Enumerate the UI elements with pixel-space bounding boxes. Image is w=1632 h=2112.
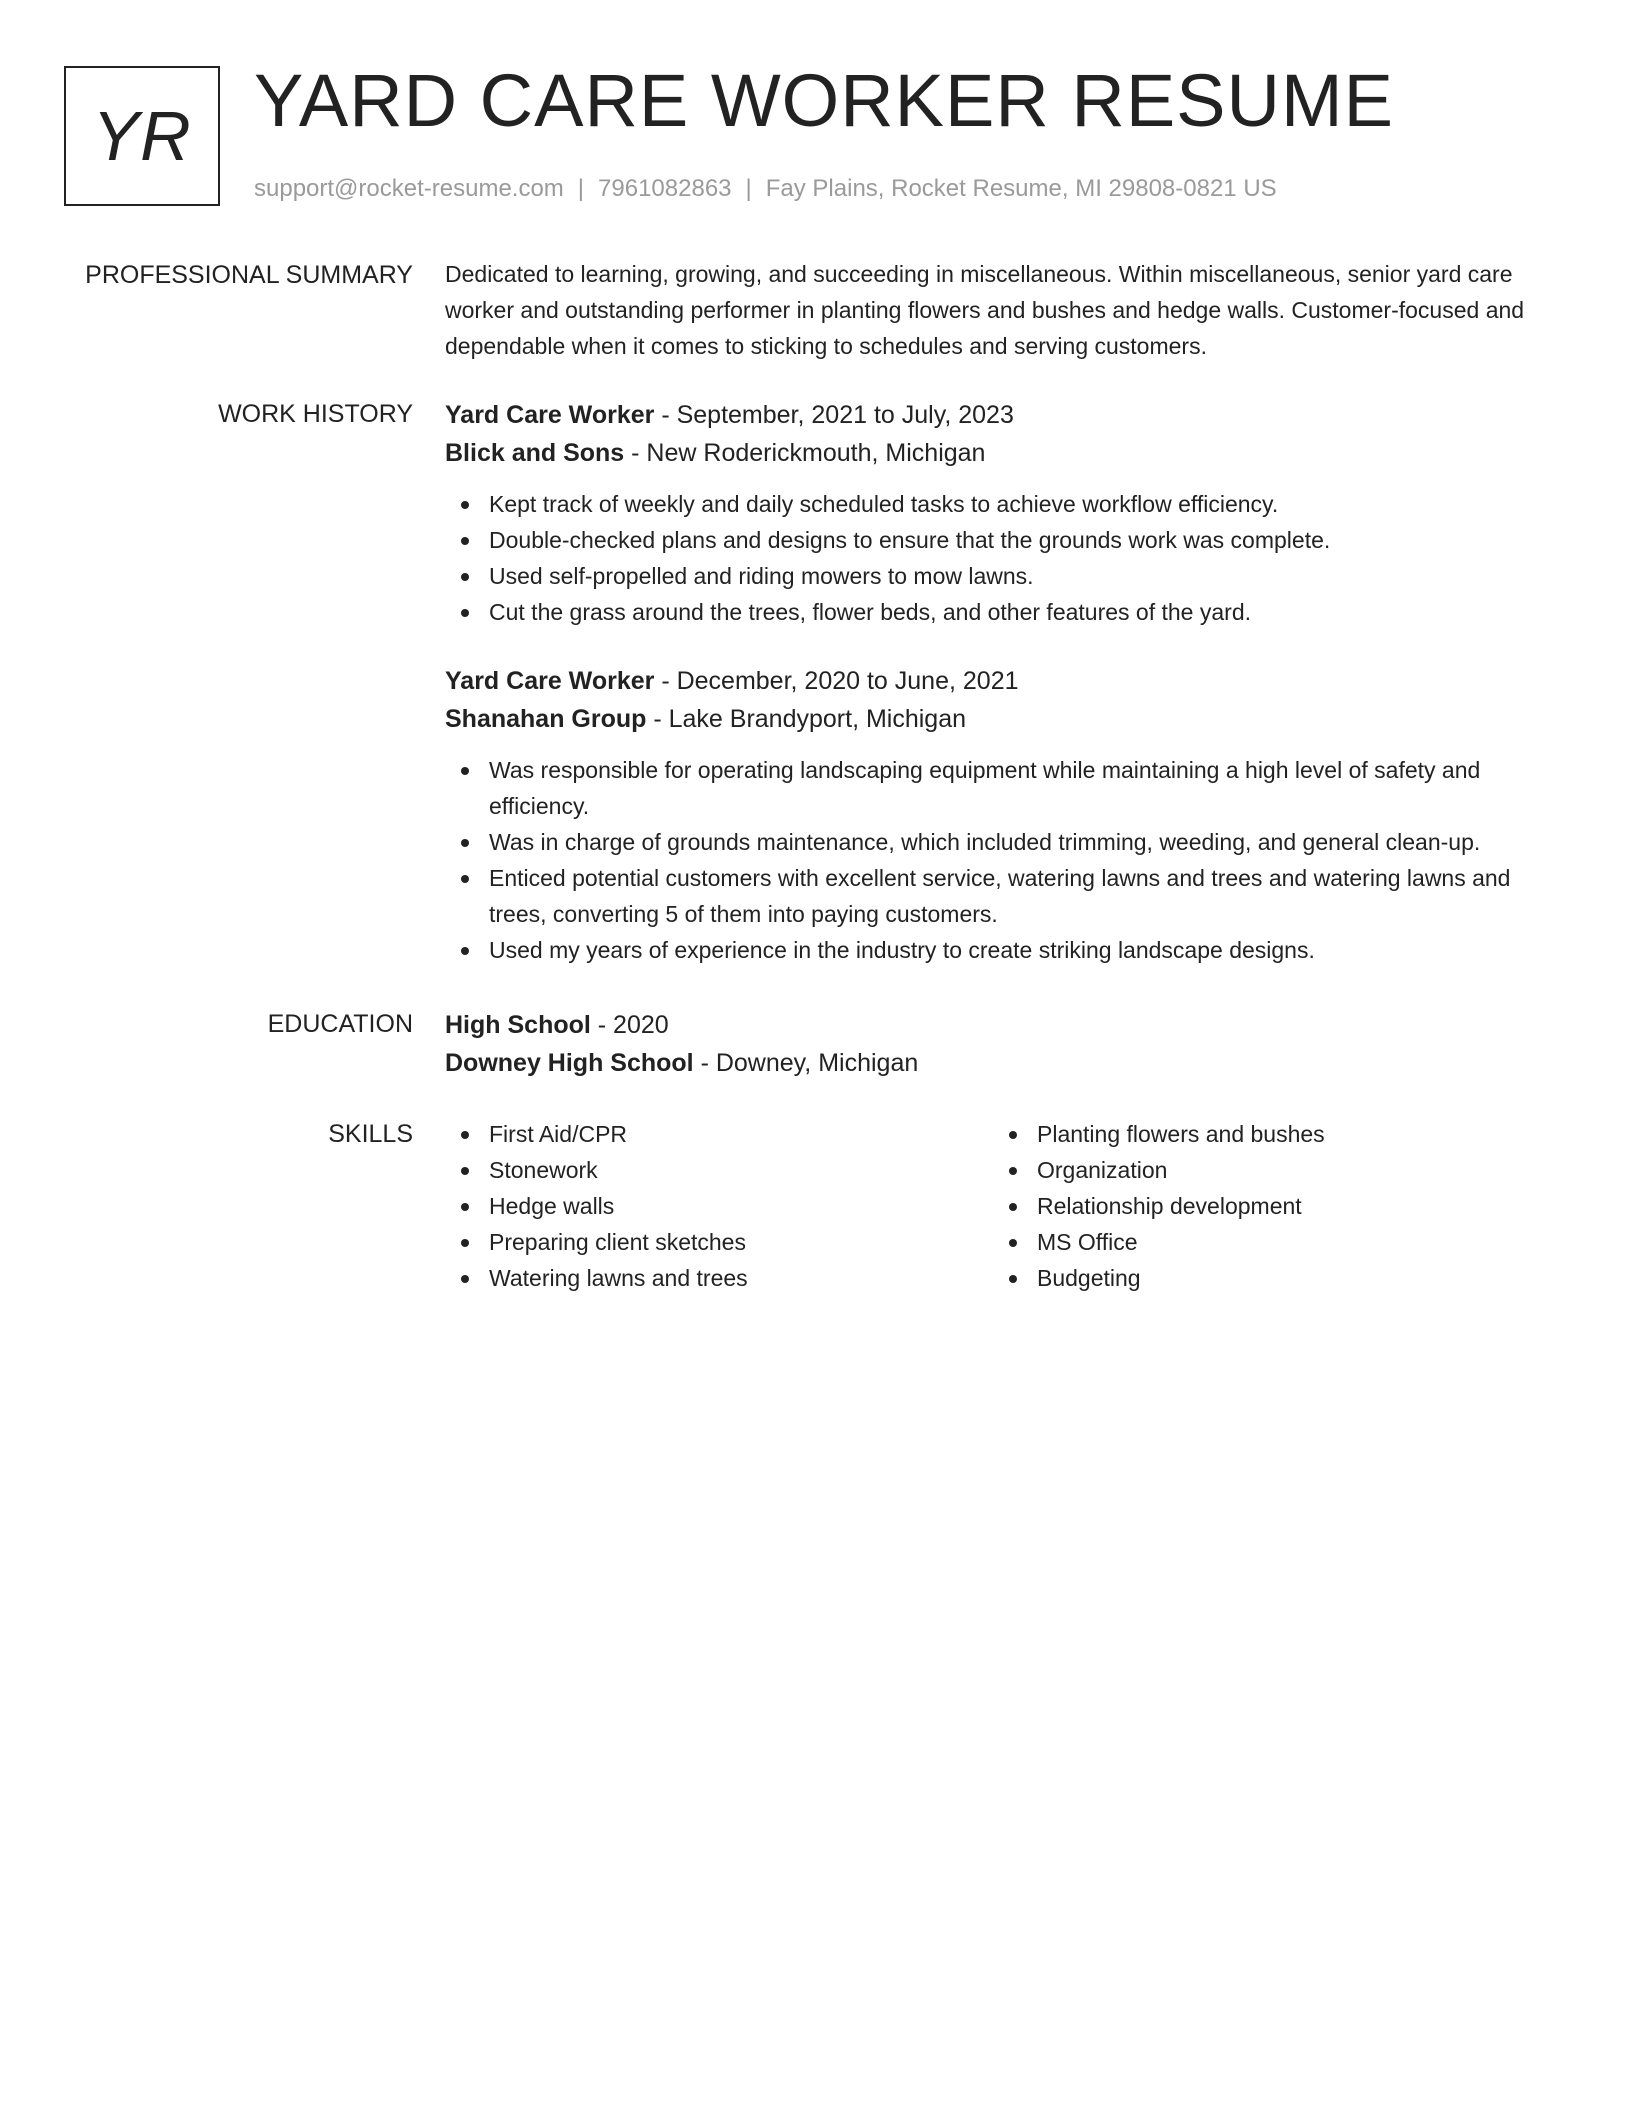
skills-column-right	[993, 1116, 1541, 1296]
job-duty: Cut the grass around the trees, flower beds, and other features of the yard.	[445, 594, 1550, 630]
contact-separator: |	[577, 175, 585, 202]
contact-phone: 7961082863	[598, 175, 732, 202]
education-school: Downey High School	[445, 1049, 694, 1077]
monogram-initials: YR	[92, 97, 192, 175]
education-body	[445, 1006, 1550, 1082]
job-company: Blick and Sons	[445, 439, 625, 467]
summary-heading: PROFESSIONAL SUMMARY	[85, 261, 413, 289]
job-duty: Kept track of weekly and daily scheduled tasks to achieve workflow efficiency.	[445, 486, 1550, 522]
summary-text: Dedicated to learning, growing, and succeeding in miscellaneous. Within miscellaneous, senior yard care worker and outstanding performer in planting flowers and bushes and hedge walls. Customer-focused and dependable when it comes to sticking to schedules and serving customers.	[445, 261, 1525, 359]
job-duty: Double-checked plans and designs to ensure that the grounds work was complete.	[445, 522, 1550, 558]
job-location: - Lake Brandyport, Michigan	[646, 705, 967, 733]
contact-address: Fay Plains, Rocket Resume, MI 29808-0821 US	[765, 175, 1277, 202]
education-year: - 2020	[590, 1011, 669, 1039]
skills-column-left	[445, 1116, 993, 1296]
job-duties-list	[445, 752, 1550, 968]
skill-item: Relationship development	[993, 1188, 1541, 1224]
skills-body	[445, 1116, 1550, 1296]
skills-heading: SKILLS	[328, 1120, 413, 1148]
resume-title: YARD CARE WORKER RESUME	[254, 59, 1394, 142]
skill-item: Preparing client sketches	[445, 1224, 993, 1260]
skill-item: Planting flowers and bushes	[993, 1116, 1541, 1152]
skill-item: Watering lawns and trees	[445, 1260, 993, 1296]
skills-list-right	[993, 1116, 1541, 1296]
contact-separator: |	[745, 175, 752, 202]
job-title-line	[445, 396, 1550, 434]
work-history-heading: WORK HISTORY	[218, 400, 413, 428]
job-company-line	[445, 434, 1550, 472]
skill-item: Stonework	[445, 1152, 993, 1188]
job-location: - New Roderickmouth, Michigan	[624, 439, 986, 467]
job-duty: Used my years of experience in the industry to create striking landscape designs.	[445, 932, 1550, 968]
skill-item: Budgeting	[993, 1260, 1541, 1296]
education-location: - Downey, Michigan	[693, 1049, 919, 1077]
education-degree-line	[445, 1006, 1550, 1044]
education-degree: High School	[445, 1011, 591, 1039]
skill-item: MS Office	[993, 1224, 1541, 1260]
job-duty: Was responsible for operating landscaping equipment while maintaining a high level of safety and efficiency.	[445, 752, 1550, 824]
education-school-line	[445, 1044, 1550, 1082]
skill-item: First Aid/CPR	[445, 1116, 993, 1152]
skills-list-left	[445, 1116, 993, 1296]
job-company-line	[445, 700, 1550, 738]
job-duties-list	[445, 486, 1550, 630]
job-title-line	[445, 662, 1550, 700]
job-dates: - September, 2021 to July, 2023	[654, 401, 1014, 429]
job-duty: Enticed potential customers with excellent service, watering lawns and trees and watering lawns and trees, converting 5 of them into paying customers.	[445, 860, 1550, 932]
job-duty: Was in charge of grounds maintenance, which included trimming, weeding, and general clean-up.	[445, 824, 1550, 860]
job-dates: - December, 2020 to June, 2021	[654, 667, 1019, 695]
contact-email: support@rocket-resume.com	[254, 175, 564, 202]
job-title: Yard Care Worker	[445, 667, 655, 695]
job-company: Shanahan Group	[445, 705, 647, 733]
monogram-box	[64, 66, 220, 206]
job-entry	[445, 396, 1550, 630]
contact-line	[254, 172, 1277, 206]
job-entry	[445, 662, 1550, 968]
summary-body	[445, 256, 1550, 364]
skill-item: Hedge walls	[445, 1188, 993, 1224]
skills-columns	[445, 1116, 1550, 1296]
job-title: Yard Care Worker	[445, 401, 655, 429]
skill-item: Organization	[993, 1152, 1541, 1188]
job-duty: Used self-propelled and riding mowers to mow lawns.	[445, 558, 1550, 594]
education-heading: EDUCATION	[267, 1010, 413, 1038]
work-history-body	[445, 396, 1550, 968]
